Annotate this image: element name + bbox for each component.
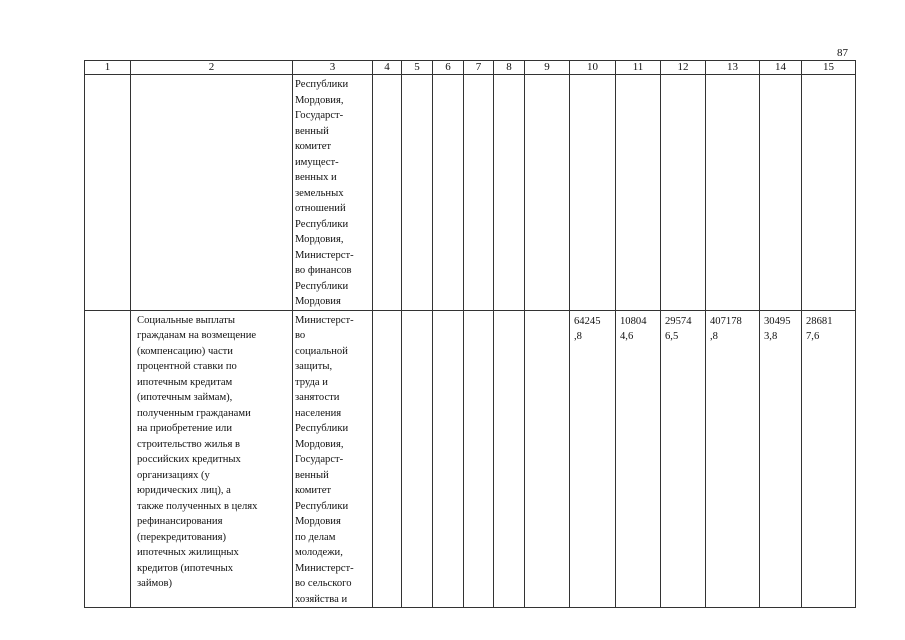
row-number	[85, 311, 130, 313]
value-text: 10804 4,6	[620, 315, 647, 342]
executor-cell	[293, 75, 373, 311]
value-cell	[402, 310, 433, 608]
header-row	[85, 61, 856, 75]
value-cell	[616, 310, 661, 608]
executor-text: Министерст- во социальной защиты, труда и занятости населения Республики Мордовия, Государст- венный комитет Республики Мордовия по делам молодежи, Министерст- во сельского хозяйства и	[295, 314, 354, 605]
value-text	[802, 75, 855, 78]
table-row	[85, 310, 856, 608]
table-row	[85, 75, 856, 311]
value-cell	[494, 310, 525, 608]
executor-text: Республики Мордовия, Государст- венный комитет имущест- венных и земельных отношений Республики Мордовия, Министерст- во финансов Республики Мордовия	[295, 79, 354, 307]
value-cell	[373, 310, 402, 608]
value-cell	[464, 75, 494, 311]
value-cell	[525, 310, 570, 608]
measure-name	[131, 75, 292, 77]
value-cell	[760, 310, 802, 608]
value-text	[570, 75, 615, 78]
value-cell	[760, 75, 802, 311]
header-cell: 9	[525, 61, 570, 75]
header-cell: 3	[293, 61, 373, 75]
value-text	[525, 75, 569, 78]
value-cell	[802, 75, 856, 311]
value-cell	[402, 75, 433, 311]
value-text	[464, 311, 493, 314]
value-cell	[570, 310, 616, 608]
budget-table	[84, 60, 856, 608]
header-cell: 13	[706, 61, 760, 75]
executor-cell	[293, 310, 373, 608]
value-text	[706, 75, 759, 78]
value-cell	[661, 75, 706, 311]
row-number-cell	[85, 75, 131, 311]
measure-name-cell	[131, 310, 293, 608]
value-cell	[706, 310, 760, 608]
header-cell: 15	[802, 61, 856, 75]
value-text	[402, 75, 432, 78]
value-cell	[525, 75, 570, 311]
value-text	[616, 75, 660, 78]
value-text: 407178 ,8	[710, 315, 742, 342]
header-cell: 8	[494, 61, 525, 75]
header-cell: 12	[661, 61, 706, 75]
value-cell	[706, 75, 760, 311]
header-cell: 7	[464, 61, 494, 75]
header-cell: 11	[616, 61, 661, 75]
header-cell: 1	[85, 61, 131, 75]
value-cell	[494, 75, 525, 311]
header-cell: 10	[570, 61, 616, 75]
measure-name-cell	[131, 75, 293, 311]
value-cell	[433, 75, 464, 311]
value-cell	[616, 75, 661, 311]
value-cell	[802, 310, 856, 608]
value-cell	[373, 75, 402, 311]
row-number-cell	[85, 310, 131, 608]
value-cell	[464, 310, 494, 608]
value-text	[373, 311, 401, 314]
row-number	[85, 75, 130, 77]
value-text	[661, 75, 705, 78]
value-text	[402, 311, 432, 314]
value-text	[494, 75, 524, 78]
value-text	[760, 75, 801, 78]
header-cell: 5	[402, 61, 433, 75]
value-cell	[570, 75, 616, 311]
header-cell: 4	[373, 61, 402, 75]
header-cell: 6	[433, 61, 464, 75]
value-text: 28681 7,6	[806, 315, 833, 342]
value-text	[494, 311, 524, 314]
measure-name: Социальные выплаты гражданам на возмещение (компенсацию) части процентной ставки по ипотечным кредитам (ипотечным займам), полученным гражданами на приобретение или строительство жилья в российских кредитных организациях (у юридических лиц), а также полученных в целях рефинансирования (перекредитования) ипотечных жилищных кредитов (ипотечных займов)	[137, 314, 258, 589]
value-text	[525, 311, 569, 314]
value-text: 29574 6,5	[665, 315, 692, 342]
value-text	[373, 75, 401, 78]
value-text	[433, 75, 463, 78]
value-text: 30495 3,8	[764, 315, 791, 342]
value-text: 64245 ,8	[574, 315, 601, 342]
header-cell: 2	[131, 61, 293, 75]
value-text	[464, 75, 493, 78]
value-cell	[661, 310, 706, 608]
page-number: 87	[837, 47, 848, 59]
value-cell	[433, 310, 464, 608]
header-cell: 14	[760, 61, 802, 75]
value-text	[433, 311, 463, 314]
